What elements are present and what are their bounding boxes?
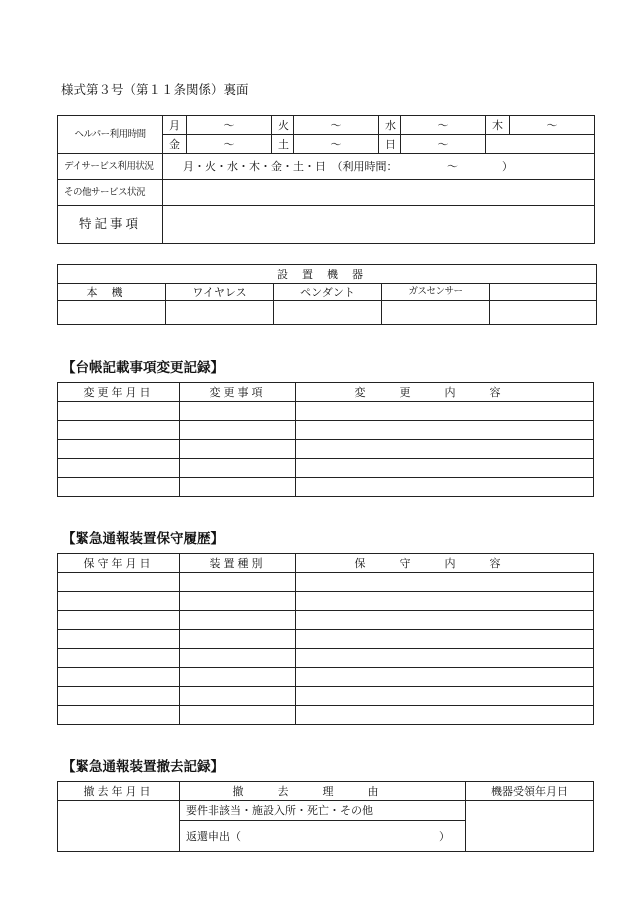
table-row	[58, 668, 594, 687]
maintenance-heading: 【緊急通報装置保守履歴】	[62, 531, 224, 547]
ledger-heading: 【台帳記載事項変更記録】	[62, 360, 224, 376]
maintenance-col-type: 装置種別	[180, 554, 296, 573]
maintenance-history-table	[57, 553, 594, 725]
table-row	[58, 573, 594, 592]
table-row	[58, 630, 594, 649]
equipment-wireless-field[interactable]	[166, 301, 274, 325]
time-sat[interactable]: ～	[294, 135, 379, 154]
table-row	[58, 592, 594, 611]
cell[interactable]	[180, 573, 296, 592]
equipment-col-pendant: ペンダント	[274, 284, 382, 301]
day-sun: 日	[379, 135, 401, 154]
time-thu[interactable]: ～	[510, 116, 595, 135]
cell[interactable]	[58, 706, 180, 725]
cell[interactable]	[58, 440, 180, 459]
time-fri[interactable]: ～	[187, 135, 272, 154]
removal-record-table	[57, 781, 594, 852]
day-mon: 月	[163, 116, 187, 135]
equipment-pendant-field[interactable]	[274, 301, 382, 325]
equipment-col-wireless: ワイヤレス	[166, 284, 274, 301]
equipment-extra-field[interactable]	[490, 301, 597, 325]
day-wed: 水	[379, 116, 401, 135]
cell[interactable]	[58, 592, 180, 611]
cell[interactable]	[296, 611, 594, 630]
cell[interactable]	[180, 421, 296, 440]
day-thu: 木	[486, 116, 510, 135]
ledger-col-date: 変更年月日	[58, 383, 180, 402]
day-service-label: デイサービス利用状況	[58, 154, 163, 180]
cell[interactable]	[180, 611, 296, 630]
cell[interactable]	[180, 402, 296, 421]
day-fri: 金	[163, 135, 187, 154]
removal-heading: 【緊急通報装置撤去記録】	[62, 759, 224, 775]
cell[interactable]	[180, 592, 296, 611]
time-sun[interactable]: ～	[401, 135, 486, 154]
notes-label: 特記事項	[58, 206, 163, 244]
removal-reason-options[interactable]: 要件非該当・施設入所・死亡・その他	[180, 801, 466, 821]
cell[interactable]	[296, 706, 594, 725]
cell[interactable]	[180, 440, 296, 459]
removal-col-date: 撤去年月日	[58, 782, 180, 801]
equipment-table	[57, 264, 597, 325]
cell[interactable]	[180, 649, 296, 668]
maintenance-col-date: 保守年月日	[58, 554, 180, 573]
cell[interactable]	[296, 668, 594, 687]
cell[interactable]	[58, 630, 180, 649]
cell[interactable]	[296, 649, 594, 668]
service-info-table	[57, 115, 595, 244]
ledger-change-table	[57, 382, 594, 497]
cell[interactable]	[296, 687, 594, 706]
form-title: 様式第３号（第１１条関係）裏面	[61, 82, 249, 97]
cell[interactable]	[58, 459, 180, 478]
notes-field[interactable]	[163, 206, 595, 244]
time-wed[interactable]: ～	[401, 116, 486, 135]
table-row	[58, 402, 594, 421]
cell[interactable]	[296, 592, 594, 611]
equipment-main-field[interactable]	[58, 301, 166, 325]
cell[interactable]	[180, 478, 296, 497]
cell[interactable]	[58, 478, 180, 497]
return-request-field[interactable]: 返還申出（ ）	[180, 821, 466, 852]
cell[interactable]	[296, 573, 594, 592]
equipment-title: 設置機器	[58, 265, 597, 284]
cell[interactable]	[296, 440, 594, 459]
cell[interactable]	[296, 630, 594, 649]
cell[interactable]	[180, 630, 296, 649]
table-row	[58, 611, 594, 630]
time-tue[interactable]: ～	[294, 116, 379, 135]
equipment-gas-sensor-field[interactable]	[382, 301, 490, 325]
removal-col-receipt-date: 機器受領年月日	[466, 782, 594, 801]
cell[interactable]	[180, 459, 296, 478]
cell[interactable]	[58, 421, 180, 440]
table-row	[58, 421, 594, 440]
cell[interactable]	[58, 402, 180, 421]
cell[interactable]	[58, 611, 180, 630]
cell[interactable]	[58, 573, 180, 592]
removal-col-reason: 撤去理由	[180, 782, 466, 801]
equipment-col-main: 本機	[58, 284, 166, 301]
cell[interactable]	[296, 459, 594, 478]
table-row	[58, 687, 594, 706]
time-mon[interactable]: ～	[187, 116, 272, 135]
table-row	[58, 440, 594, 459]
cell[interactable]	[180, 687, 296, 706]
maintenance-col-content: 保守内容	[296, 554, 594, 573]
table-row	[58, 478, 594, 497]
day-sat: 土	[272, 135, 294, 154]
cell[interactable]	[58, 649, 180, 668]
other-service-label: その他サービス状況	[58, 180, 163, 206]
cell[interactable]	[296, 478, 594, 497]
day-service-field[interactable]: 月・火・水・木・金・土・日 （利用時間： ～ ）	[163, 154, 595, 180]
table-row	[58, 706, 594, 725]
cell[interactable]	[296, 402, 594, 421]
table-row	[58, 459, 594, 478]
equipment-col-gas-sensor: ガスセンサー	[382, 284, 490, 301]
empty-cell	[486, 135, 595, 154]
cell[interactable]	[296, 421, 594, 440]
cell[interactable]	[58, 687, 180, 706]
table-row	[58, 649, 594, 668]
removal-date-field[interactable]	[58, 801, 180, 852]
ledger-col-content: 変更内容	[296, 383, 594, 402]
helper-time-label: ヘルパー利用時間	[58, 116, 163, 154]
cell[interactable]	[58, 668, 180, 687]
receipt-date-field[interactable]	[466, 801, 594, 852]
day-tue: 火	[272, 116, 294, 135]
cell[interactable]	[180, 668, 296, 687]
equipment-col-extra	[490, 284, 597, 301]
cell[interactable]	[180, 706, 296, 725]
ledger-col-item: 変更事項	[180, 383, 296, 402]
other-service-field[interactable]	[163, 180, 595, 206]
